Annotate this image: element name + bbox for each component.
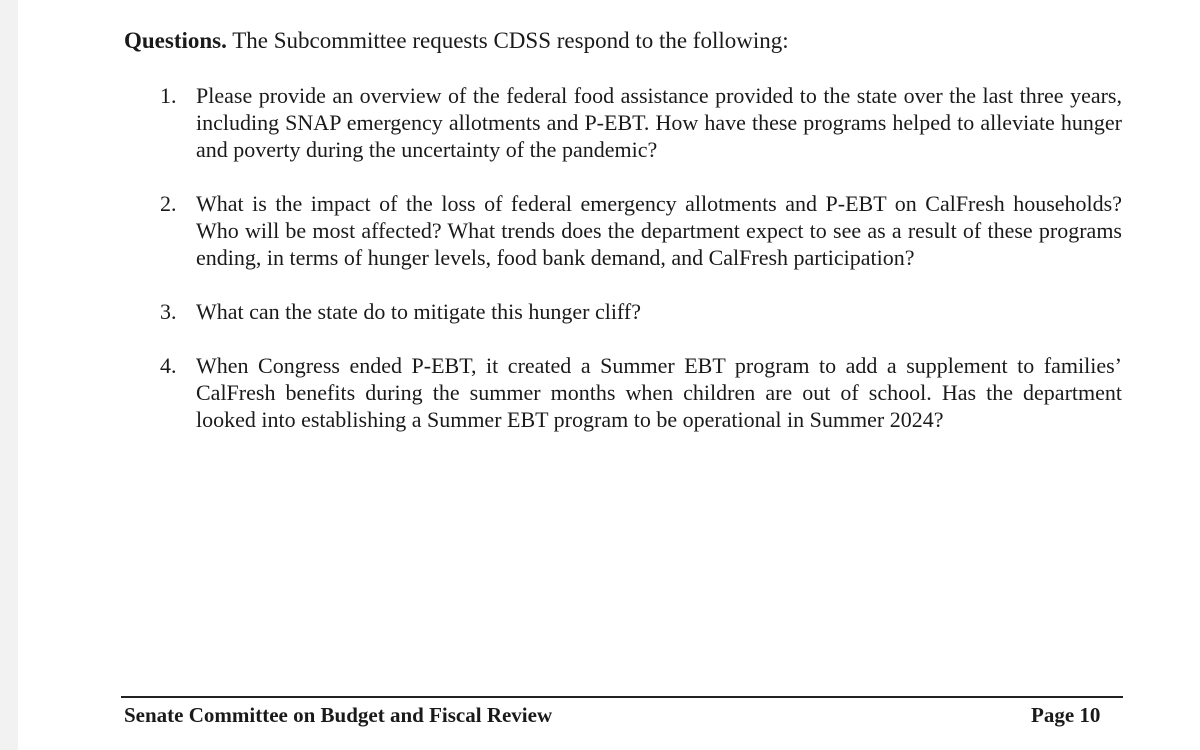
questions-heading-text: The Subcommittee requests CDSS respond to the following: — [226, 28, 789, 53]
question-item-1 — [160, 82, 1122, 163]
question-number: 3. — [160, 299, 177, 324]
question-text: Please provide an overview of the federal food assistance provided to the state over the last three years, including SNAP emergency allotments and P-EBT. How have these programs helped to alleviate hunger and poverty during the uncertainty of the pandemic? — [196, 83, 1122, 162]
question-text: What is the impact of the loss of federal emergency allotments and P-EBT on CalFresh households? Who will be most affected? What trends does the department expect to see as a result of these programs ending, in terms of hunger levels, food bank demand, and CalFresh participation? — [196, 191, 1122, 270]
footer-committee-name: Senate Committee on Budget and Fiscal Review — [124, 703, 553, 727]
question-text: When Congress ended P-EBT, it created a Summer EBT program to add a supplement to families’ CalFresh benefits during the summer months when children are out of school. Has the department looked into establishing a Summer EBT program to be operational in Summer 2024? — [196, 353, 1122, 432]
questions-heading-label: Questions. — [124, 28, 227, 53]
question-number: 1. — [160, 83, 177, 108]
question-item-3 — [160, 298, 1122, 325]
page-gutter — [0, 0, 18, 750]
question-number: 2. — [160, 191, 177, 216]
footer-page-number: Page 10 — [1031, 703, 1101, 727]
question-item-4 — [160, 352, 1122, 433]
question-number: 4. — [160, 353, 177, 378]
footer-divider — [121, 696, 1123, 698]
questions-heading — [124, 26, 1124, 56]
questions-list — [160, 82, 1122, 460]
question-item-2 — [160, 190, 1122, 271]
question-text: What can the state do to mitigate this hunger cliff? — [196, 299, 641, 324]
